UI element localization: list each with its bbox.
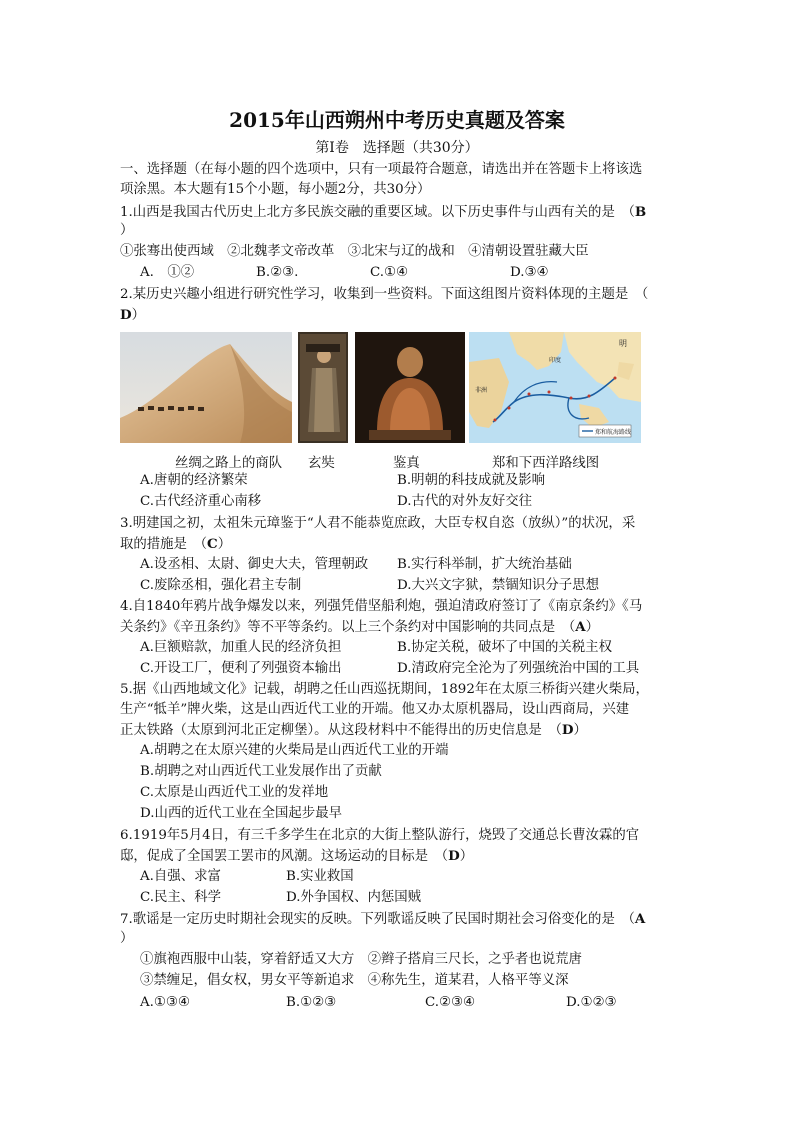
q4-option-d: D.清政府完全沦为了列强统治中国的工具 — [397, 661, 640, 676]
xuanzang-image — [298, 332, 348, 443]
map-label-africa: 非洲 — [475, 387, 488, 394]
q4-option-c: C.开设工厂，便利了列强资本输出 — [140, 661, 342, 676]
zhenghe-map-image — [469, 332, 641, 443]
q1-option-b: B.②③. — [256, 265, 299, 280]
q3-option-d: D.大兴文字狱，禁锢知识分子思想 — [397, 578, 599, 593]
q7-option-d: D.①②③ — [566, 995, 617, 1010]
q4-stem-2 — [120, 617, 599, 638]
q3-stem-close: ） — [217, 537, 232, 552]
q5-option-a: A.胡聘之在太原兴建的火柴局是山西近代工业的开端 — [140, 743, 449, 758]
q5-stem-1: 5.据《山西地域文化》记载，胡聘之任山西巡抚期间，1892年在太原三桥街兴建火柴局， — [120, 682, 649, 697]
q2-option-c: C.古代经济重心南移 — [140, 494, 262, 509]
q6-stem-2 — [120, 846, 473, 867]
q4-stem-close: ） — [585, 620, 600, 635]
page-title: 2015年山西朔州中考历史真题及答案 — [229, 108, 565, 132]
q2-stem: 2.某历史兴趣小组进行研究性学习，收集到一些资料。下面这组图片资料体现的主题是 （ — [120, 287, 649, 302]
q2-answer: D — [120, 307, 132, 323]
q3-answer: C — [207, 536, 218, 552]
q2-option-d: D.古代的对外友好交往 — [397, 494, 533, 509]
q3-option-a: A.设丞相、太尉、御史大夫，管理朝政 — [140, 557, 369, 572]
q6-stem-2-text: 邸，促成了全国罢工罢市的风潮。这场运动的目标是 （ — [120, 849, 449, 864]
q2-stem-close-text: ） — [131, 308, 146, 323]
caption-xuanzang: 玄奘 — [308, 456, 335, 471]
jianzhen-image — [355, 332, 465, 443]
caravan-image — [120, 332, 292, 443]
q5-answer: D — [561, 722, 574, 738]
q5-option-c: C.太原是山西近代工业的发祥地 — [140, 785, 329, 800]
q1-stem-close: ） — [120, 223, 134, 238]
map-label-india: 印度 — [549, 357, 562, 364]
q3-stem-2-text: 取的措施是 （ — [120, 537, 208, 552]
section-heading: 第Ⅰ卷 选择题（共30分） — [315, 140, 479, 156]
q3-stem-1: 3.明建国之初，太祖朱元璋鉴于“人君不能恭览庶政，大臣专权自恣（放纵）”的状况，采 — [120, 516, 636, 531]
q3-option-b: B.实行科举制，扩大统治基础 — [397, 557, 572, 572]
q5-stem-3-text: 正太铁路（太原到河北正定柳堡）。从这段材料中不能得出的历史信息是 （ — [120, 723, 562, 738]
q7-stem — [120, 909, 645, 930]
q5-stem-2: 生产“牴羊”牌火柴，这是山西近代工业的开端。他又办太原机器局，设山西商局，兴建 — [120, 702, 630, 717]
q4-answer: A — [575, 619, 586, 635]
q7-stem-close: ） — [120, 931, 134, 946]
q5-stem-close: ） — [573, 723, 587, 738]
q1-stem-text: 1.山西是我国古代历史上北方多民族交融的重要区域。以下历史事件与山西有关的是 （ — [120, 205, 635, 220]
q1-answer: B — [634, 204, 647, 220]
q5-stem-3 — [120, 720, 587, 741]
q4-stem-2-text: 关条约》《辛丑条约》等不平等条约。以上三个条约对中国影响的共同点是 （ — [120, 620, 576, 635]
q1-option-a: A. ①② — [140, 265, 195, 280]
q3-option-c: C.废除丞相，强化君主专制 — [140, 578, 302, 593]
q3-stem-2 — [120, 534, 231, 555]
q7-option-b: B.①②③ — [286, 995, 337, 1010]
q7-stem-text: 7.歌谣是一定历史时期社会现实的反映。下列歌谣反映了民国时期社会习俗变化的是 （ — [120, 912, 635, 927]
caption-caravan: 丝绸之路上的商队 — [175, 456, 283, 471]
q7-option-a: A.①③④ — [140, 995, 190, 1010]
q6-stem-1: 6.1919年5月4日，有三千多学生在北京的大街上整队游行，烧毁了交通总长曹汝霖的官 — [120, 828, 640, 843]
q2-option-a: A.唐朝的经济繁荣 — [140, 473, 248, 488]
q6-stem-close: ） — [459, 849, 474, 864]
q5-option-b: B.胡聘之对山西近代工业发展作出了贡献 — [140, 764, 382, 779]
q6-option-d: D.外争国权、内惩国贼 — [286, 890, 422, 905]
q1-stem — [120, 202, 646, 223]
q2-stem-close — [120, 305, 145, 326]
q4-option-b: B.协定关税，破坏了中国的关税主权 — [397, 640, 612, 655]
q1-option-d: D.③④ — [510, 265, 549, 280]
q7-items-1: ①旗袍西服中山装，穿着舒适又大方 ②辫子搭肩三尺长，之乎者也说荒唐 — [140, 952, 582, 967]
caption-jianzhen: 鉴真 — [393, 456, 420, 471]
q4-option-a: A.巨额赔款，加重人民的经济负担 — [140, 640, 342, 655]
instructions-line-2: 项涂黑。本大题有15个小题，每小题2分，共30分） — [120, 182, 431, 197]
q5-option-d: D.山西的近代工业在全国起步最早 — [140, 806, 342, 821]
q1-option-c: C.①④ — [370, 265, 409, 280]
q1-items: ①张骞出使西域 ②北魏孝文帝改革 ③北宋与辽的战和 ④清朝设置驻藏大臣 — [120, 244, 589, 259]
instructions-line-1: 一、选择题（在每小题的四个选项中，只有一项最符合题意，请选出并在答题卡上将该选 — [120, 162, 643, 177]
q7-answer: A — [634, 911, 646, 927]
map-label-ming: 明 — [619, 339, 627, 348]
q6-option-b: B.实业救国 — [286, 869, 354, 884]
q6-option-c: C.民主、科学 — [140, 890, 221, 905]
map-legend-text: 郑和航海路线 — [595, 429, 632, 436]
q2-option-b: B.明朝的科技成就及影响 — [397, 473, 546, 488]
caption-zhenghe-map: 郑和下西洋路线图 — [492, 456, 600, 471]
q4-stem-1: 4.自1840年鸦片战争爆发以来，列强凭借坚船利炮，强迫清政府签订了《南京条约》《马 — [120, 599, 643, 614]
q6-option-a: A.自强、求富 — [140, 869, 221, 884]
q6-answer: D — [448, 848, 460, 864]
q7-items-2: ③禁缠足，倡女权，男女平等新追求 ④称先生，道某君，人格平等义深 — [140, 973, 569, 988]
q7-option-c: C.②③④ — [425, 995, 476, 1010]
